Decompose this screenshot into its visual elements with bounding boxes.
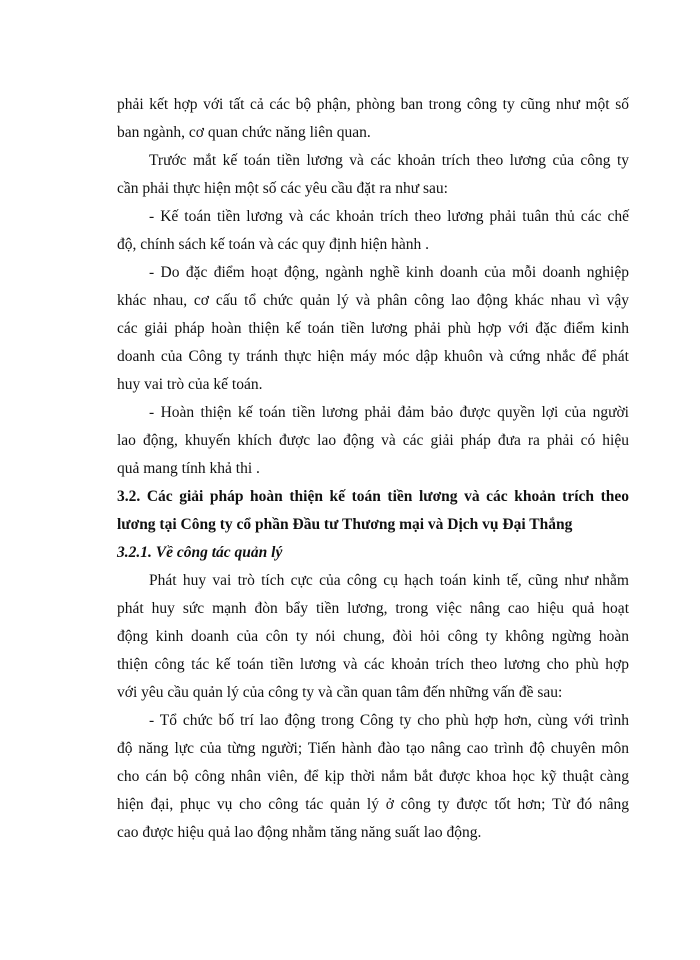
- text-line: các giải pháp hoàn thiện kế toán tiền lương phải phù hợp với đặc điểm kinh: [117, 320, 629, 337]
- text-line: quả mang tính khả thi .: [117, 460, 260, 477]
- text-line: độ, chính sách kế toán và các quy định hiện hành .: [117, 236, 430, 253]
- text-line: khác nhau, cơ cấu tổ chức quản lý và phân công lao động khác nhau vì vậy: [117, 292, 629, 309]
- text-line: - Tổ chức bố trí lao động trong Công ty cho phù hợp hơn, cùng với trình: [149, 712, 629, 729]
- text-line: cao được hiệu quả lao động nhằm tăng năng suất lao động.: [117, 824, 482, 841]
- text-line: huy vai trò của kế toán.: [117, 376, 263, 393]
- text-line: Phát huy vai trò tích cực của công cụ hạch toán kinh tế, cũng như nhằm: [149, 572, 629, 589]
- text-line: Trước mắt kế toán tiền lương và các khoản trích theo lương của công ty: [149, 152, 629, 169]
- text-line: cho cán bộ công nhân viên, để kịp thời nắm bắt được khoa học kỹ thuật càng: [117, 768, 629, 785]
- text-line: phải kết hợp với tất cả các bộ phận, phòng ban trong công ty cũng như một số: [117, 96, 629, 113]
- text-line: - Do đặc điểm hoạt động, ngành nghề kinh doanh của mỗi doanh nghiệp: [149, 264, 629, 281]
- text-line: với yêu cầu quản lý của công ty và cần quan tâm đến những vấn đề sau:: [117, 684, 563, 701]
- subsection-heading: 3.2.1. Về công tác quản lý: [117, 544, 283, 561]
- text-line: độ năng lực của từng người; Tiến hành đào tạo nâng cao trình độ chuyên môn: [117, 740, 629, 757]
- text-line: hiện đại, phục vụ cho công tác quản lý ở công ty được tốt hơn; Từ đó nâng: [117, 796, 629, 813]
- text-line: động kinh doanh của côn ty nói chung, đòi hỏi công ty không ngừng hoàn: [117, 628, 629, 645]
- text-line: cần phải thực hiện một số các yêu cầu đặt ra như sau:: [117, 180, 448, 197]
- text-line: doanh của Công ty tránh thực hiện máy móc dập khuôn và cứng nhắc để phát: [117, 348, 629, 365]
- document-body: [117, 91, 629, 847]
- text-line: - Hoàn thiện kế toán tiền lương phải đảm bảo được quyền lợi của người: [149, 404, 629, 421]
- text-line: lao động, khuyến khích được lao động và các giải pháp đưa ra phải có hiệu: [117, 432, 629, 449]
- text-line: thiện công tác kế toán tiền lương và các khoản trích theo lương cho phù hợp: [117, 656, 629, 673]
- text-line: - Kế toán tiền lương và các khoản trích theo lương phải tuân thủ các chế: [149, 208, 629, 225]
- text-line: phát huy sức mạnh đòn bẩy tiền lương, trong việc nâng cao hiệu quả hoạt: [117, 600, 629, 617]
- section-heading: 3.2. Các giải pháp hoàn thiện kế toán tiền lương và các khoản trích theo: [117, 488, 629, 505]
- section-heading: lương tại Công ty cổ phần Đầu tư Thương mại và Dịch vụ Đại Thắng: [117, 516, 573, 533]
- text-line: ban ngành, cơ quan chức năng liên quan.: [117, 124, 371, 141]
